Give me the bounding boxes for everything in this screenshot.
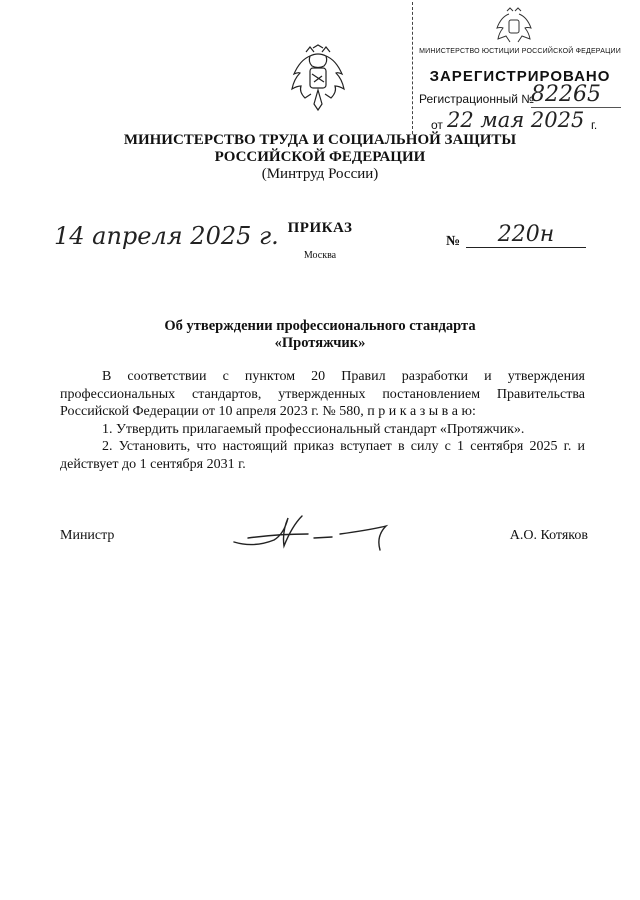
stamp-date-handwritten [447,108,584,132]
handwritten-signature [228,508,404,552]
body-paragraph: В соответствии с пунктом 20 Правил разработки и утверждения профессиональных стандартов, утвержденных постановлением Правительства Российской Федерации от 10 апреля 2023 г. № 580, п р и к а з ы в а ю: [60,369,585,419]
subject-line2: «Протяжчик» [274,335,366,351]
signatory-name: А.О. Котяков [509,528,588,543]
signatory-role: Министр [60,528,115,543]
body-item-1: 1. Утвердить прилагаемый профессиональный стандарт «Протяжчик». [102,421,525,437]
order-date-handwritten: 14 апреля 2025 г. [54,222,279,250]
subject-line1: Об утверждении профессионального стандарта [164,318,476,334]
order-number-label: № [446,234,461,249]
stamp-emblem-icon [495,6,533,46]
stamp-reg-number: 82265 [531,82,621,108]
order-subject [60,318,580,352]
ministry-name-line2: РОССИЙСКОЙ ФЕДЕРАЦИИ [214,149,426,165]
ministry-short-name: (Минтруд России) [261,166,379,182]
stamp-title: ЗАРЕГИСТРИРОВАНО [429,68,611,85]
ministry-heading [60,132,580,183]
order-city: Москва [303,250,337,261]
order-body [60,368,585,473]
stamp-ministry-name: МИНИСТЕРСТВО ЮСТИЦИИ РОССИЙСКОЙ ФЕДЕРАЦИИ [419,48,621,55]
order-title: ПРИКАЗ [287,220,353,236]
stamp-date-prefix: от [431,118,443,132]
stamp-date-day-month: 22 мая 20 [447,108,558,132]
ministry-name-line1: МИНИСТЕРСТВО ТРУДА И СОЦИАЛЬНОЙ ЗАЩИТЫ [123,132,517,148]
stamp-date-year: 25 [557,108,585,132]
body-item-2: 2. Установить, что настоящий приказ вступает в силу с 1 сентября 2025 г. и действует до 1 сентября 2031 г. [60,439,585,472]
order-number-handwritten: 220н [466,222,586,248]
stamp-reg-label: Регистрационный № [419,92,535,106]
stamp-date-suffix: г. [591,118,598,132]
registration-stamp [412,2,627,134]
coat-of-arms-icon [288,44,348,114]
